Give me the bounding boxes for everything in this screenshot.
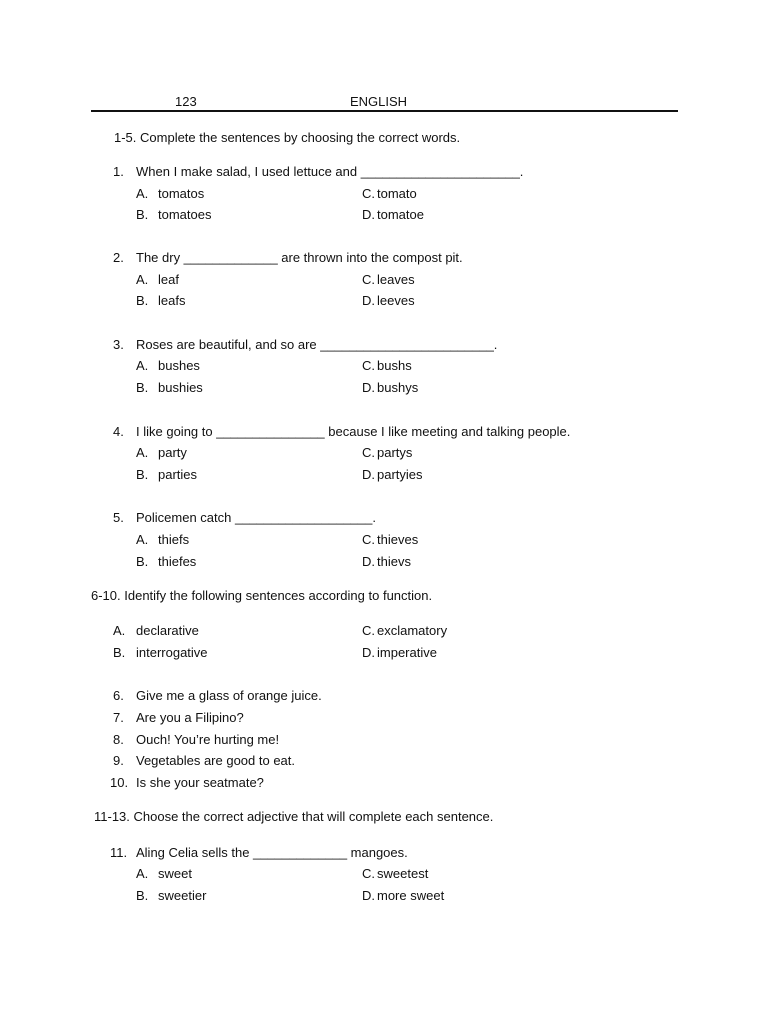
question-number: 11. — [110, 845, 128, 860]
option-letter: D. — [362, 467, 375, 482]
item-number: 7. — [113, 710, 124, 725]
item-text: Ouch! You’re hurting me! — [136, 732, 280, 747]
option-text: thiefes — [158, 554, 197, 569]
option-letter: B. — [136, 293, 149, 308]
option-letter: B. — [136, 554, 149, 569]
question-number: 4. — [113, 424, 124, 439]
option-text: leaves — [377, 272, 415, 287]
choice-letter: A. — [113, 623, 126, 638]
question-text: Policemen catch ___________________. — [136, 510, 376, 525]
option-text: tomatoe — [377, 207, 424, 222]
choice-text: declarative — [136, 623, 199, 638]
option-letter: D. — [362, 380, 375, 395]
option-letter: B. — [136, 467, 149, 482]
option-text: partys — [377, 445, 413, 460]
choice-text: interrogative — [136, 645, 208, 660]
subject-title: ENGLISH — [350, 94, 408, 109]
option-text: leaf — [158, 272, 179, 287]
question-text: I like going to _______________ because I like meeting and talking people. — [136, 424, 571, 439]
option-text: thiefs — [158, 532, 190, 547]
question-text: Aling Celia sells the _____________ mangoes. — [136, 845, 408, 860]
option-letter: D. — [362, 888, 375, 903]
question-text: Roses are beautiful, and so are ________________________. — [136, 337, 498, 352]
option-letter: C. — [362, 532, 375, 547]
question-number: 1. — [113, 164, 124, 179]
option-letter: C. — [362, 358, 375, 373]
option-text: sweetier — [158, 888, 207, 903]
option-letter: A. — [136, 532, 149, 547]
question-number: 3. — [113, 337, 124, 352]
option-letter: B. — [136, 207, 149, 222]
question-number: 2. — [113, 250, 124, 265]
header-divider — [91, 110, 678, 112]
option-letter: C. — [362, 866, 375, 881]
option-text: bushies — [158, 380, 203, 395]
page-number: 123 — [175, 94, 197, 109]
item-text: Give me a glass of orange juice. — [136, 688, 322, 703]
option-letter: D. — [362, 554, 375, 569]
item-text: Is she your seatmate? — [136, 775, 264, 790]
option-text: sweetest — [377, 866, 429, 881]
question-text: When I make salad, I used lettuce and ______________________. — [136, 164, 524, 179]
option-letter: A. — [136, 358, 149, 373]
option-text: sweet — [158, 866, 192, 881]
choice-letter: C. — [362, 623, 375, 638]
option-letter: C. — [362, 445, 375, 460]
item-text: Vegetables are good to eat. — [136, 753, 296, 768]
option-text: parties — [158, 467, 198, 482]
option-letter: D. — [362, 207, 375, 222]
option-text: thieves — [377, 532, 419, 547]
option-text: tomatos — [158, 186, 205, 201]
question-number: 5. — [113, 510, 124, 525]
option-text: bushys — [377, 380, 419, 395]
part3-instruction: 11-13. Choose the correct adjective that will complete each sentence. — [94, 809, 494, 824]
option-letter: A. — [136, 272, 149, 287]
question-text: The dry _____________ are thrown into the compost pit. — [136, 250, 463, 265]
option-text: bushs — [377, 358, 412, 373]
choice-letter: D. — [362, 645, 375, 660]
option-letter: A. — [136, 445, 149, 460]
option-letter: A. — [136, 186, 149, 201]
choice-text: exclamatory — [377, 623, 448, 638]
option-letter: C. — [362, 272, 375, 287]
part1-instruction: 1-5. Complete the sentences by choosing the correct words. — [114, 130, 461, 145]
option-text: party — [158, 445, 187, 460]
option-text: leafs — [158, 293, 186, 308]
option-text: thievs — [377, 554, 411, 569]
option-text: bushes — [158, 358, 200, 373]
option-text: tomato — [377, 186, 417, 201]
option-text: tomatoes — [158, 207, 212, 222]
choice-text: imperative — [377, 645, 437, 660]
part2-instruction: 6-10. Identify the following sentences according to function. — [91, 588, 433, 603]
option-text: more sweet — [377, 888, 445, 903]
choice-letter: B. — [113, 645, 126, 660]
option-letter: B. — [136, 888, 149, 903]
option-text: leeves — [377, 293, 415, 308]
option-letter: A. — [136, 866, 149, 881]
item-text: Are you a Filipino? — [136, 710, 244, 725]
option-letter: B. — [136, 380, 149, 395]
item-number: 8. — [113, 732, 124, 747]
item-number: 6. — [113, 688, 124, 703]
option-text: partyies — [377, 467, 423, 482]
item-number: 9. — [113, 753, 124, 768]
option-letter: C. — [362, 186, 375, 201]
item-number: 10. — [110, 775, 129, 790]
option-letter: D. — [362, 293, 375, 308]
